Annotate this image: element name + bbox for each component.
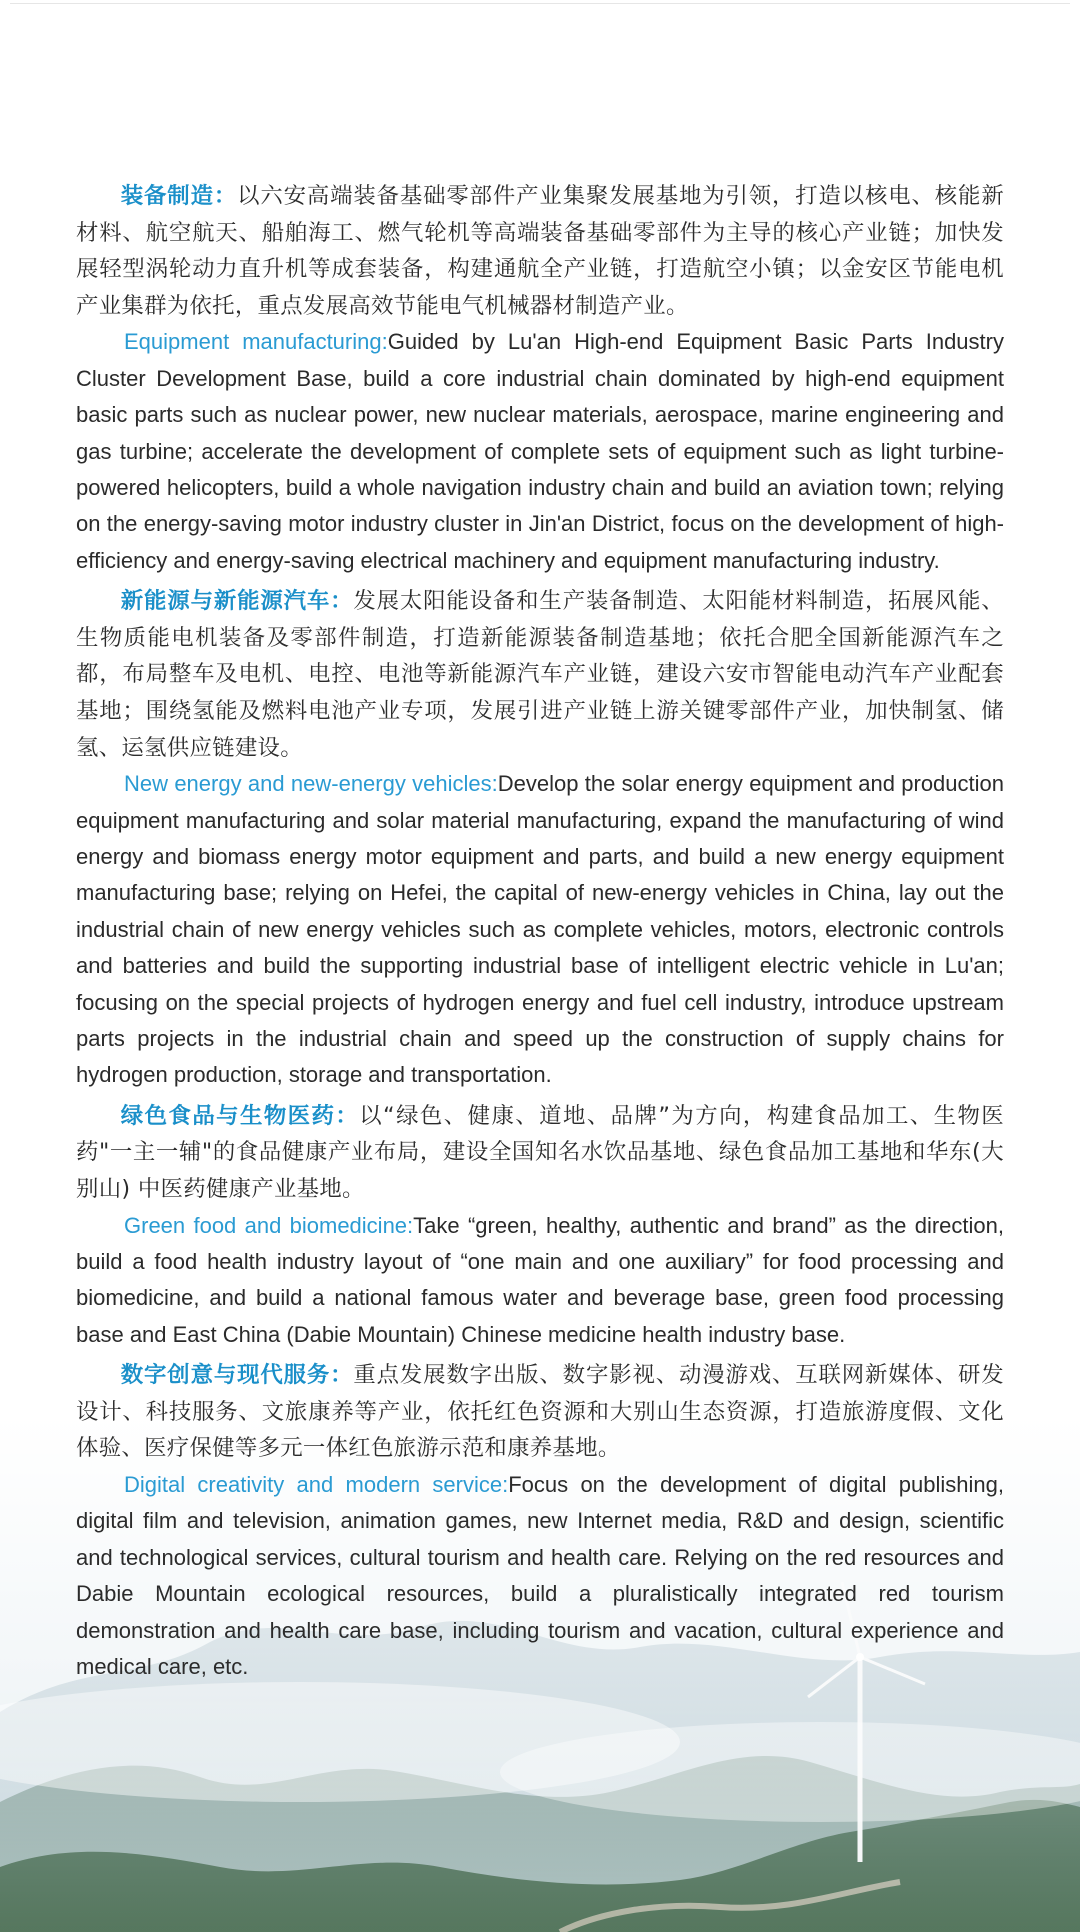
- section-new-energy: [76, 583, 1004, 1094]
- section-heading-zh: 装备制造：: [120, 183, 238, 209]
- section-heading-zh: 绿色食品与生物医药：: [120, 1102, 360, 1129]
- section-heading-zh: 新能源与新能源汽车：: [120, 588, 354, 615]
- section-heading-zh: 数字创意与现代服务：: [120, 1362, 354, 1389]
- section-heading-en: Digital creativity and modern service:: [124, 1472, 509, 1498]
- paragraph-en: [76, 766, 1004, 1094]
- section-body-zh: 发展太阳能设备和生产装备制造、太阳能材料制造，拓展风能、生物质能电机装备及零部件制造，打造新能源装备制造基地；依托合肥全国新能源汽车之都，布局整车及电机、电控、电池等新能源汽车产业链，建设六安市智能电动汽车产业配套基地；围绕氢能及燃料电池产业专项，发展引进产业链上游关键零部件产业，加快制氢、储氢、运氢供应链建设。: [76, 588, 1005, 761]
- content-column: [76, 178, 1004, 1689]
- paragraph-zh: [76, 1098, 1004, 1208]
- section-digital-creativity: [76, 1357, 1004, 1685]
- section-equipment: [76, 178, 1004, 579]
- top-border-line: [10, 3, 1070, 4]
- section-body-en: Guided by Lu'an High-end Equipment Basic Parts Industry Cluster Development Base, build a core industrial chain dominated by high-end equipment basic parts such as nuclear power, new nuclear materials, aerospace, marine engineering and gas turbine; accelerate the development of complete sets of equipment such as light turbine-powered helicopters, build a whole navigation industry chain and build an aviation town; relying on the energy-saving motor industry cluster in Jin'an District, focus on the development of high-efficiency and energy-saving electrical machinery and equipment manufacturing industry.: [76, 329, 1004, 573]
- section-body-zh: 重点发展数字出版、数字影视、动漫游戏、互联网新媒体、研发设计、科技服务、文旅康养等产业，依托红色资源和大别山生态资源，打造旅游度假、文化体验、医疗保健等多元一体红色旅游示范和康养基地。: [76, 1362, 1005, 1462]
- paragraph-zh: [76, 178, 1004, 324]
- section-body-en: Take “green, healthy, authentic and brand” as the direction, build a food health industry layout of “one main and one auxiliary” for food processing and biomedicine, and build a national famous water and beverage base, green food processing base and East China (Dabie Mountain) Chinese medicine health industry base.: [76, 1212, 1004, 1347]
- section-body-en: Develop the solar energy equipment and production equipment manufacturing and solar material manufacturing, expand the manufacturing of wind energy and biomass energy motor equipment and parts, and build a new energy equipment manufacturing base; relying on Hefei, the capital of new-energy vehicles in China, lay out the industrial chain of new energy vehicles such as complete vehicles, motors, electronic controls and batteries and build the supporting industrial base of intelligent electric vehicle in Lu'an; focusing on the special projects of hydrogen energy and fuel cell industry, introduce upstream parts projects in the industrial chain and speed up the construction of supply chains for hydrogen production, storage and transportation.: [76, 771, 1005, 1088]
- section-heading-en: Equipment manufacturing:: [124, 329, 388, 355]
- paragraph-en: [76, 1208, 1004, 1354]
- section-green-food: [76, 1098, 1004, 1353]
- section-heading-en: Green food and biomedicine:: [124, 1212, 414, 1238]
- paragraph-zh: [76, 1357, 1004, 1467]
- section-body-zh: 以六安高端装备基础零部件产业集聚发展基地为引领，打造以核电、核能新材料、航空航天、船舶海工、燃气轮机等高端装备基础零部件为主导的核心产业链；加快发展轻型涡轮动力直升机等成套装备，构建通航全产业链，打造航空小镇；以金安区节能电机产业集群为依托，重点发展高效节能电气机械器材制造产业。: [76, 183, 1005, 319]
- paragraph-en: [76, 1467, 1004, 1685]
- paragraph-en: [76, 324, 1004, 579]
- section-body-en: Focus on the development of digital publishing, digital film and television, animation games, new Internet media, R&D and design, scientific and technological services, cultural tourism and health care. Relying on the red resources and Dabie Mountain ecological resources, build a pluralistically integrated red tourism demonstration and health care base, including tourism and vacation, cultural experience and medical care, etc.: [76, 1472, 1004, 1680]
- section-heading-en: New energy and new-energy vehicles:: [124, 771, 498, 797]
- section-body-zh: 以“绿色、健康、道地、品牌”为方向，构建食品加工、生物医药"一主一辅"的食品健康产业布局，建设全国知名水饮品基地、绿色食品加工基地和华东(大别山) 中医药健康产业基地。: [76, 1102, 1004, 1203]
- paragraph-zh: [76, 583, 1004, 766]
